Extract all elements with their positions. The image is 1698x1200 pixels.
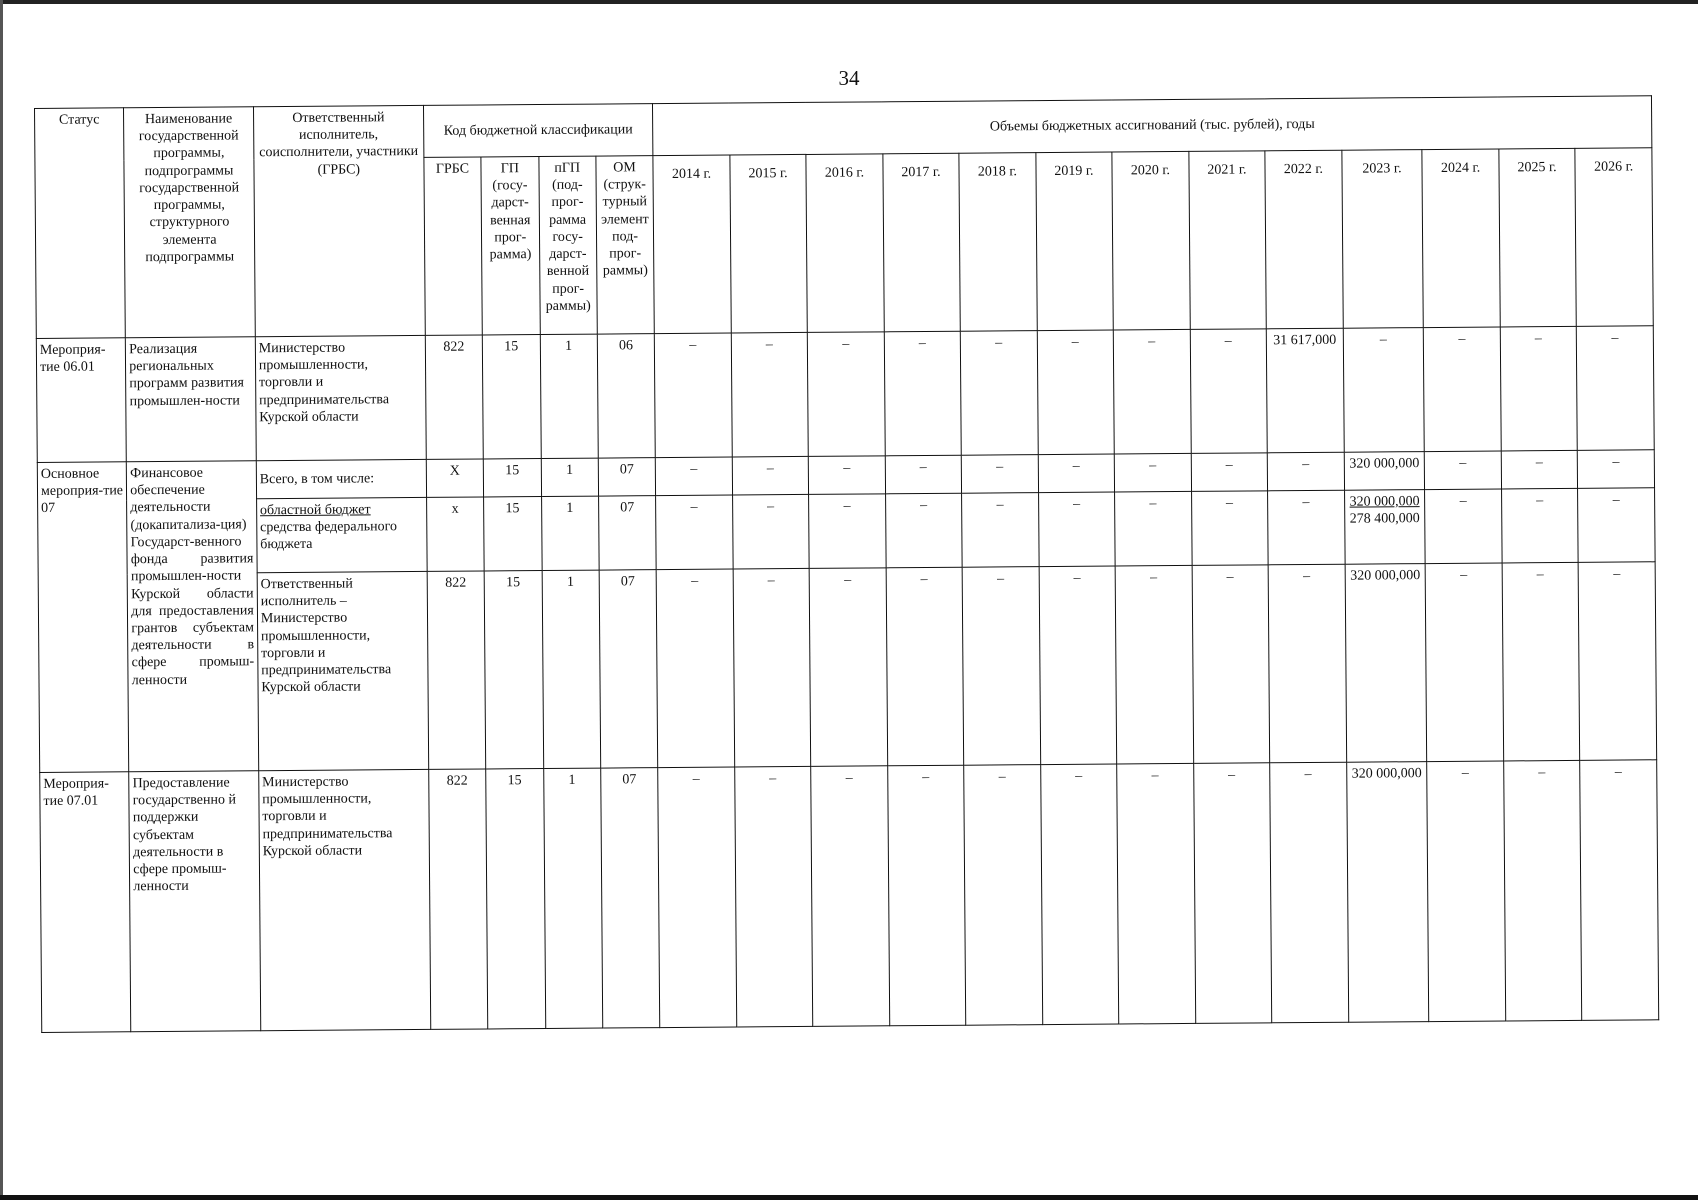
value-cell: – xyxy=(1578,562,1656,761)
value-cell: 320 000,000 xyxy=(1345,564,1427,763)
value-cell: – xyxy=(732,494,809,569)
grbs-cell: Х xyxy=(426,459,484,497)
executor-regional-budget: областной бюджет xyxy=(259,502,371,519)
header-grbs: ГРБС xyxy=(424,157,483,335)
value-cell: – xyxy=(656,569,734,768)
header-om: ОМ (струк-турный элемент под-прог-раммы) xyxy=(596,156,655,334)
value-cell: – xyxy=(658,767,737,1028)
header-year: 2015 г. xyxy=(730,154,808,333)
program-name-cell: Предоставление государственно й поддержки субъектам деятельности в сфере промыш-ленности xyxy=(129,771,261,1032)
value-cell: – xyxy=(1040,764,1119,1025)
value-cell: – xyxy=(962,567,1040,766)
value-cell: – xyxy=(1191,491,1268,566)
header-year: 2019 г. xyxy=(1036,152,1114,331)
gp-cell: 15 xyxy=(484,571,543,769)
value-cell: 320 000,000 xyxy=(1344,452,1425,491)
value-cell: – xyxy=(1343,328,1425,453)
value-cell: – xyxy=(1503,760,1582,1021)
gp-cell: 15 xyxy=(486,769,545,1029)
header-year: 2026 г. xyxy=(1575,148,1653,327)
value-cell: – xyxy=(1117,763,1196,1024)
value-cell: – xyxy=(1502,562,1580,761)
status-cell: Мероприя-тие 07.01 xyxy=(40,772,131,1033)
value-cell: – xyxy=(1425,563,1503,762)
header-executor: Ответственный исполнитель, соисполнители, участники (ГРБС) xyxy=(253,105,425,336)
header-year: 2022 г. xyxy=(1265,150,1343,329)
value-cell: – xyxy=(1038,454,1115,493)
scan-edge-bottom xyxy=(0,1195,1698,1200)
header-year: 2020 г. xyxy=(1112,151,1190,330)
value-cell: – xyxy=(808,456,885,495)
value-cell: – xyxy=(1190,329,1267,454)
value-cell: – xyxy=(884,331,961,456)
value-cell: – xyxy=(655,333,732,458)
value-cell: – xyxy=(1267,452,1344,491)
value-cell: – xyxy=(1501,450,1578,489)
gp-cell: 15 xyxy=(482,335,540,459)
om-cell: 07 xyxy=(601,768,660,1028)
grbs-cell: 822 xyxy=(427,571,486,769)
value-cell: – xyxy=(1501,488,1578,563)
value-cell: – xyxy=(1500,326,1577,451)
gp-cell: 15 xyxy=(483,459,541,497)
header-volumes: Объемы бюджетных ассигнований (тыс. рублей), годы xyxy=(653,96,1652,156)
table-row xyxy=(38,488,1656,575)
value-cell: – xyxy=(807,332,884,457)
value-cell: – xyxy=(1427,761,1506,1022)
gp-cell: 15 xyxy=(484,497,542,571)
value-cell: – xyxy=(886,567,964,766)
pgp-cell: 1 xyxy=(540,334,598,458)
budget-table xyxy=(34,95,1659,1033)
executor-cell: Ответственный исполнитель – Министерство промышленности, торговли и предпринимательства Курской области xyxy=(257,571,429,770)
value-federal-budget: 278 400,000 xyxy=(1349,511,1420,527)
budget-table-frame xyxy=(34,95,1660,1076)
value-regional-budget: 320 000,000 xyxy=(1349,494,1420,510)
value-cell: – xyxy=(1578,488,1655,563)
value-cell: – xyxy=(1038,492,1115,567)
executor-cell: Всего, в том числе: xyxy=(256,459,426,498)
value-cell: – xyxy=(733,568,811,767)
value-cell: – xyxy=(885,493,962,568)
scan-edge-top xyxy=(0,0,1698,4)
header-budget-code: Код бюджетной классификации xyxy=(423,104,653,158)
header-year: 2021 г. xyxy=(1189,151,1267,330)
status-cell: Мероприя-тие 06.01 xyxy=(36,338,126,463)
table-row xyxy=(40,760,1659,1033)
value-cell: – xyxy=(1425,489,1502,564)
value-cell: – xyxy=(1037,330,1114,455)
scan-edge-left xyxy=(0,0,3,1200)
header-year: 2014 г. xyxy=(653,155,731,334)
header-status: Статус xyxy=(35,108,126,339)
program-name-cell: Реализация региональных программ развития промышлен-ности xyxy=(126,337,257,462)
executor-cell: Министерство промышленности, торговли и предпринимательства Курской области xyxy=(259,769,431,1030)
value-cell: – xyxy=(1193,763,1272,1024)
page-number: 34 xyxy=(838,66,860,90)
value-cell: – xyxy=(1113,329,1190,454)
header-year: 2023 г. xyxy=(1341,150,1423,329)
header-year: 2018 г. xyxy=(959,153,1037,332)
header-year: 2025 г. xyxy=(1499,148,1577,327)
value-cell: – xyxy=(1115,565,1193,764)
value-cell: – xyxy=(1268,490,1345,565)
value-cell: – xyxy=(960,331,1037,456)
value-cell: 31 617,000 xyxy=(1266,328,1343,453)
om-cell: 07 xyxy=(599,570,658,768)
om-cell: 06 xyxy=(597,334,655,458)
executor-cell xyxy=(256,497,427,572)
header-pgp: пГП (под-прог-рамма госу-дарст-венной прог-раммы) xyxy=(538,156,597,334)
status-cell: Основное мероприя-тие 07 xyxy=(37,462,129,773)
header-year: 2017 г. xyxy=(883,153,961,332)
value-cell: – xyxy=(1578,450,1655,489)
value-cell: – xyxy=(887,765,966,1026)
om-cell: 07 xyxy=(598,496,656,570)
om-cell: 07 xyxy=(598,458,656,496)
value-cell: – xyxy=(1192,565,1270,764)
value-cell: – xyxy=(1115,491,1192,566)
value-cell: – xyxy=(809,568,887,767)
value-cell: – xyxy=(964,765,1043,1026)
value-cell: – xyxy=(1191,453,1268,492)
value-cell: – xyxy=(811,766,890,1027)
program-name-cell: Финансовое обеспечение деятельности (докапитализа-ция) Государст-венного фонда развития промышлен-ности Курской области для предоставления грантов субъектам деятельности в сфере промыш-ленности xyxy=(127,461,259,772)
pgp-cell: 1 xyxy=(541,458,599,496)
value-cell: – xyxy=(655,457,732,496)
value-cell: – xyxy=(656,495,733,570)
value-cell: – xyxy=(885,455,962,494)
value-cell: – xyxy=(1580,760,1659,1021)
value-cell: – xyxy=(1039,566,1117,765)
value-cell: – xyxy=(1577,326,1655,451)
value-cell: – xyxy=(962,493,1039,568)
grbs-cell: 822 xyxy=(425,335,483,459)
value-cell: – xyxy=(1268,564,1346,763)
value-cell: – xyxy=(1425,451,1502,490)
value-cell: – xyxy=(809,494,886,569)
value-cell: – xyxy=(1424,327,1501,452)
value-cell: – xyxy=(731,332,808,457)
value-cell xyxy=(1344,490,1425,565)
value-cell: – xyxy=(732,456,809,495)
value-cell: – xyxy=(1114,453,1191,492)
executor-cell: Министерство промышленности, торговли и предпринимательства Курской области xyxy=(255,335,426,460)
header-year: 2024 г. xyxy=(1422,149,1500,328)
header-program-name: Наименование государственной программы, подпрограммы государственной программы, структурного элемента подпрограммы xyxy=(124,107,255,338)
value-cell: – xyxy=(734,766,813,1027)
executor-federal-budget: средства федерального бюджета xyxy=(260,519,398,553)
value-cell: 320 000,000 xyxy=(1346,762,1429,1023)
grbs-cell: х xyxy=(426,497,484,571)
table-row xyxy=(36,326,1654,463)
pgp-cell: 1 xyxy=(541,496,599,570)
value-cell: – xyxy=(961,455,1038,494)
header-gp: ГП (госу-дарст-венная прог-рамма) xyxy=(481,157,540,335)
pgp-cell: 1 xyxy=(543,768,602,1028)
value-cell: – xyxy=(1270,762,1349,1023)
header-year: 2016 г. xyxy=(806,154,884,333)
table-row xyxy=(38,562,1657,773)
grbs-cell: 822 xyxy=(429,769,488,1029)
pgp-cell: 1 xyxy=(542,570,601,768)
